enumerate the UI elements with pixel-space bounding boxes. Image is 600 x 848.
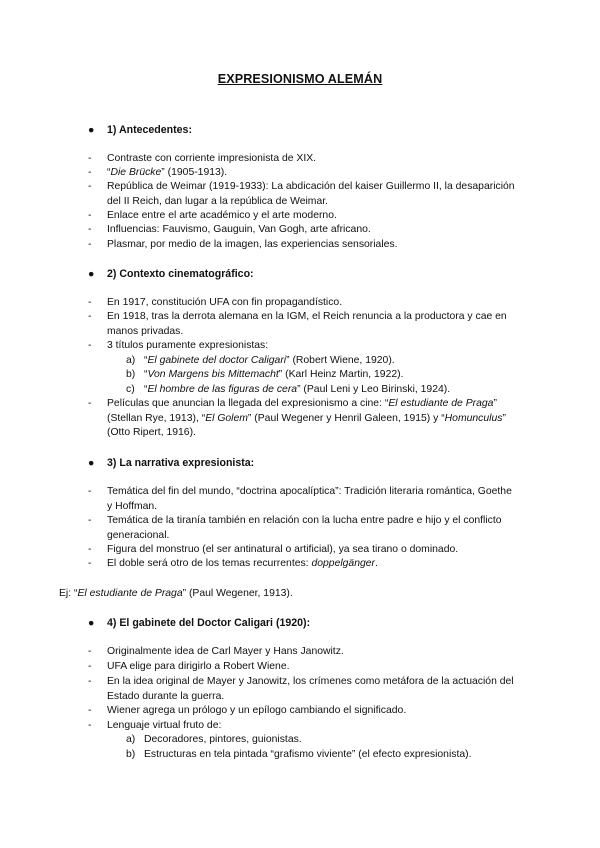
list-item: - Temática del fin del mundo, “doctrina apocalíptica”: Tradición literaria romántica, Goethe y Hoffman. bbox=[88, 486, 512, 512]
list-item: - Temática de la tiranía también en relación con la lucha entre padre e hijo y el conflicto generacional. bbox=[88, 515, 502, 541]
section-heading-antecedentes: ● 1) Antecedentes: bbox=[88, 124, 192, 136]
list-item: - Películas que anuncian la llegada del expresionismo a cine: “El estudiante de Praga” (Stellan Rye, 1913), “El Golem” (Paul Wegener y Henril Galeen, 1915) y “Homunculus” (Otto Ripert, 1916). bbox=[88, 398, 506, 439]
list-item: - Enlace entre el arte académico y el arte moderno. bbox=[88, 210, 337, 221]
list-item: - República de Weimar (1919-1933): La abdicación del kaiser Guillermo II, la desaparición del II Reich, dan lugar a la república de Weimar. bbox=[88, 181, 515, 207]
list-item: - Wiener agrega un prólogo y un epílogo cambiando el significado. bbox=[88, 705, 407, 716]
list-item: - En 1918, tras la derrota alemana en la IGM, el Reich renuncia a la productora y cae en manos privadas. bbox=[88, 311, 507, 337]
list-item: - 3 títulos puramente expresionistas: bbox=[88, 340, 269, 351]
page-title: EXPRESIONISMO ALEMÁN bbox=[217, 72, 383, 86]
sub-list-item: a) Decoradores, pintores, guionistas. bbox=[126, 734, 302, 745]
list-item: - Figura del monstruo (el ser antinatural o artificial), ya sea tirano o dominado. bbox=[88, 544, 459, 555]
sub-list-item: b) Estructuras en tela pintada “grafismo viviente” (el efecto expresionista). bbox=[126, 749, 472, 760]
list-item: - En 1917, constitución UFA con fin propagandístico. bbox=[88, 297, 343, 308]
list-item: - Lenguaje virtual fruto de: bbox=[88, 720, 222, 731]
bullet: ● bbox=[88, 124, 95, 136]
list-item: - En la idea original de Mayer y Janowitz, los crímenes como metáfora de la actuación del Estado durante la guerra. bbox=[88, 676, 514, 702]
list-item: - Influencias: Fauvismo, Gauguin, Van Gogh, arte africano. bbox=[88, 224, 371, 235]
list-item: - UFA elige para dirigirlo a Robert Wiene. bbox=[88, 661, 290, 672]
sub-list-item: b) “Von Margens bis Mittemacht” (Karl Heinz Martin, 1922). bbox=[126, 369, 404, 380]
section-heading-contexto: ● 2) Contexto cinematográfico: bbox=[88, 268, 254, 280]
sub-list-item: a) “El gabinete del doctor Caligari” (Robert Wiene, 1920). bbox=[126, 355, 395, 366]
example-line: Ej: “El estudiante de Praga” (Paul Wegener, 1913). bbox=[59, 588, 293, 599]
list-item: - Plasmar, por medio de la imagen, las experiencias sensoriales. bbox=[88, 239, 398, 250]
list-item: - Contraste con corriente impresionista de XIX. bbox=[88, 153, 317, 164]
list-item: - “Die Brücke” (1905-1913). bbox=[88, 167, 228, 178]
list-item: - Originalmente idea de Carl Mayer y Hans Janowitz. bbox=[88, 646, 344, 657]
list-item: - El doble será otro de los temas recurrentes: doppelgänger. bbox=[88, 558, 378, 569]
section-heading-caligari: ● 4) El gabinete del Doctor Caligari (1920): bbox=[88, 617, 311, 629]
sub-list-item: c) “El hombre de las figuras de cera” (Paul Leni y Leo Birinski, 1924). bbox=[126, 384, 451, 395]
section-heading-narrativa: ● 3) La narrativa expresionista: bbox=[88, 457, 255, 469]
